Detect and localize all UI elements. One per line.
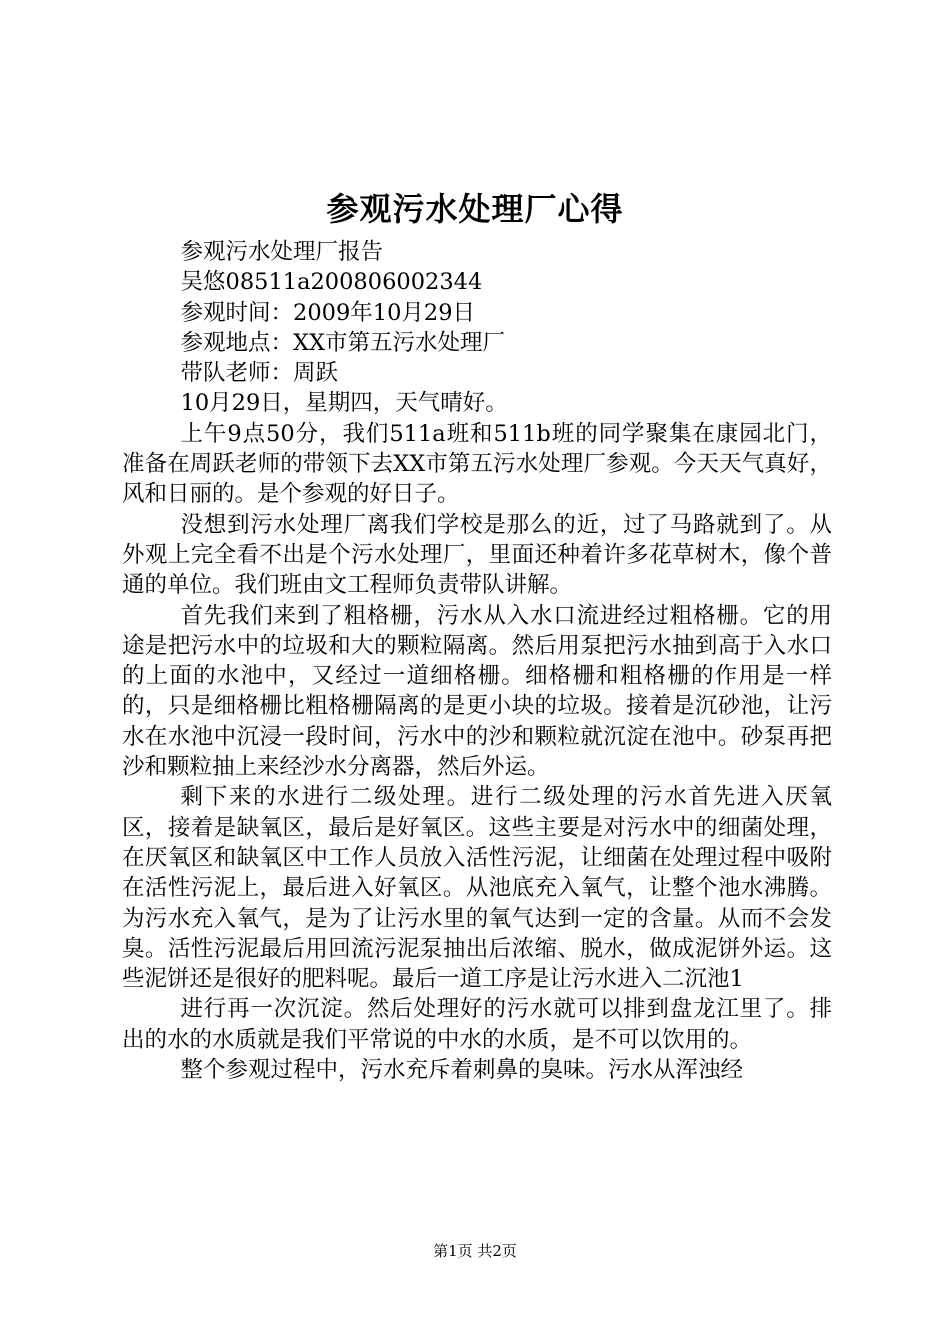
paragraph-visit-location: 参观地点：XX市第五污水处理厂: [180, 329, 506, 356]
paragraph-conclusion: 整个参观过程中，污水充斥着刺鼻的臭味。污水从浑浊经: [180, 1057, 744, 1084]
paragraph-leader: 带队老师：周跃: [180, 360, 339, 387]
paragraph-report-title: 参观污水处理厂报告: [180, 239, 384, 265]
paragraph-gathering: 上午9点50分，我们511a班和511b班的同学聚集在康园北门，准备在周跃老师的带领下去XX市第五污水处理厂参观。今天天气真好，风和日丽的。是个参观的好日子。: [122, 420, 832, 508]
paragraph-author: 吴悠08511a200806002344: [180, 269, 483, 296]
paragraph-date-weather: 10月29日，星期四，天气晴好。: [180, 390, 508, 417]
document-title: 参观污水处理厂心得: [326, 190, 624, 228]
paragraph-visit-time: 参观时间：2009年10月29日: [180, 299, 476, 326]
page-footer: 第1页 共2页: [433, 1242, 517, 1260]
paragraph-sedimentation: 进行再一次沉淀。然后处理好的污水就可以排到盘龙江里了。排出的水的水质就是我们平常说的中水的水质，是不可以饮用的。: [122, 996, 832, 1053]
document-body: [122, 237, 832, 1085]
paragraph-secondary-treatment: 剩下来的水进行二级处理。进行二级处理的污水首先进入厌氧区，接着是缺氧区，最后是好氧区。这些主要是对污水中的细菌处理，在厌氧区和缺氧区中工作人员放入活性污泥，让细菌在处理过程中吸附在活性污泥上，最后进入好氧区。从池底充入氧气，让整个池水沸腾。为污水充入氧气，是为了让污水里的氧气达到一定的含量。从而不会发臭。活性污泥最后用回流污泥泵抽出后浓缩、脱水，做成泥饼外运。这些泥饼还是很好的肥料呢。最后一道工序是让污水进入二沉池1: [122, 784, 832, 993]
paragraph-arrival: 没想到污水处理厂离我们学校是那么的近，过了马路就到了。从外观上完全看不出是个污水处理厂，里面还种着许多花草树木，像个普通的单位。我们班由文工程师负责带队讲解。: [122, 511, 832, 599]
paragraph-primary-treatment: 首先我们来到了粗格栅，污水从入水口流进经过粗格栅。它的用途是把污水中的垃圾和大的颗粒隔离。然后用泵把污水抽到高于入水口的上面的水池中，又经过一道细格栅。细格栅和粗格栅的作用是一样的，只是细格栅比粗格栅隔离的是更小块的垃圾。接着是沉砂池，让污水在水池中沉浸一段时间，污水中的沙和颗粒就沉淀在池中。砂泵再把沙和颗粒抽上来经沙水分离器，然后外运。: [122, 602, 832, 781]
